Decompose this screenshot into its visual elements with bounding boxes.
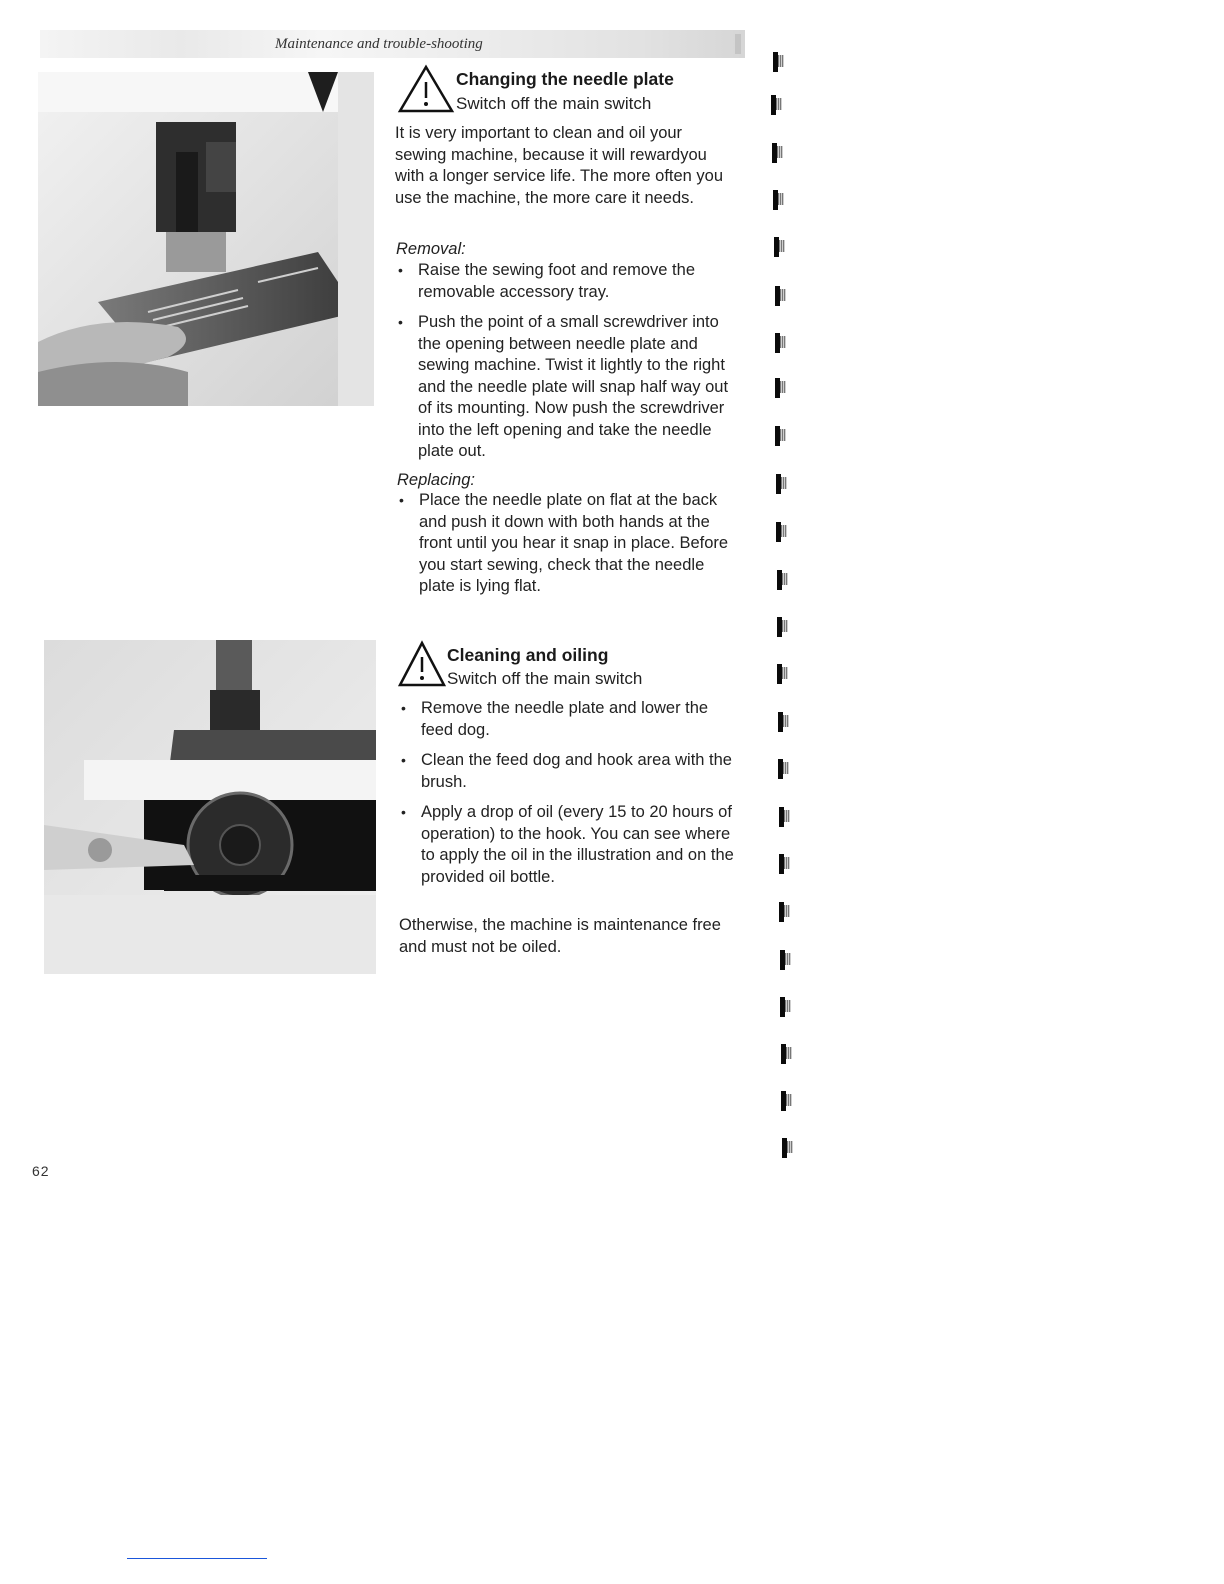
section-title-cleaning-oiling: Cleaning and oiling: [447, 645, 609, 665]
intro-paragraph: It is very important to clean and oil your sewing machine, because it will rewardyou with a longer service life. The more often you use the machine, the more care it needs.: [395, 124, 724, 207]
hook-area-photo: [44, 640, 376, 974]
index-tab-icon: [777, 617, 787, 637]
index-tab-icon: [778, 759, 788, 779]
page-number: 62: [32, 1163, 50, 1179]
index-tab-icon: [779, 807, 789, 827]
list-item: • Remove the needle plate and lower the feed dog.: [399, 698, 737, 741]
index-tab-icon: [779, 854, 789, 874]
index-tab-icon: [781, 1044, 791, 1064]
index-tab-icon: [773, 190, 783, 210]
index-tab-icon: [777, 570, 787, 590]
index-tab-icon: [775, 286, 785, 306]
removal-label: Removal:: [396, 240, 466, 258]
warning-text: Switch off the main switch: [447, 669, 643, 688]
warning-triangle-icon: [397, 64, 455, 114]
warning-text: Switch off the main switch: [456, 94, 652, 113]
index-tab-icon: [775, 333, 785, 353]
page-header-title: Maintenance and trouble-shooting: [275, 36, 483, 52]
section-title-changing-needle-plate: Changing the needle plate: [456, 69, 674, 89]
index-tab-icon: [781, 1091, 791, 1111]
footer-link-underline: [127, 1558, 267, 1559]
list-item: • Place the needle plate on flat at the back and push it down with both hands at the front until you hear it snap in place. Before you start sewing, check that the needle plate is lying flat.: [397, 490, 732, 598]
index-tab-icon: [780, 950, 790, 970]
index-tab-icon: [780, 997, 790, 1017]
index-tab-icon: [775, 378, 785, 398]
header-band-mark: [735, 34, 741, 54]
list-item: • Raise the sewing foot and remove the removable accessory tray.: [396, 260, 731, 303]
list-item: • Apply a drop of oil (every 15 to 20 hours of operation) to the hook. You can see where to apply the oil in the illustration and on the provided oil bottle.: [399, 802, 737, 888]
needle-plate-photo: [38, 72, 374, 406]
index-tab-icon: [776, 522, 786, 542]
index-tab-icon: [782, 1138, 792, 1158]
index-tab-icon: [773, 52, 783, 72]
removal-list: [396, 260, 731, 472]
index-tab-icon: [775, 426, 785, 446]
list-item: • Clean the feed dog and hook area with the brush.: [399, 750, 737, 793]
index-tab-icon: [774, 237, 784, 257]
index-tab-icon: [777, 664, 787, 684]
warning-triangle-icon: [397, 640, 447, 688]
replacing-list: [397, 490, 732, 607]
list-item: • Push the point of a small screwdriver into the opening between needle plate and sewing machine. Twist it lightly to the right and the needle plate will snap half way out of its mounting. Now push the screwdriver into the left opening and take the needle plate out.: [396, 312, 731, 463]
index-tab-icon: [779, 902, 789, 922]
cleaning-list: [399, 698, 737, 897]
index-tab-icon: [771, 95, 781, 115]
outro-paragraph: Otherwise, the machine is maintenance free and must not be oiled.: [399, 916, 721, 956]
replacing-label: Replacing:: [397, 471, 475, 489]
index-tab-icon: [776, 474, 786, 494]
index-tab-icon: [778, 712, 788, 732]
index-tab-icon: [772, 143, 782, 163]
